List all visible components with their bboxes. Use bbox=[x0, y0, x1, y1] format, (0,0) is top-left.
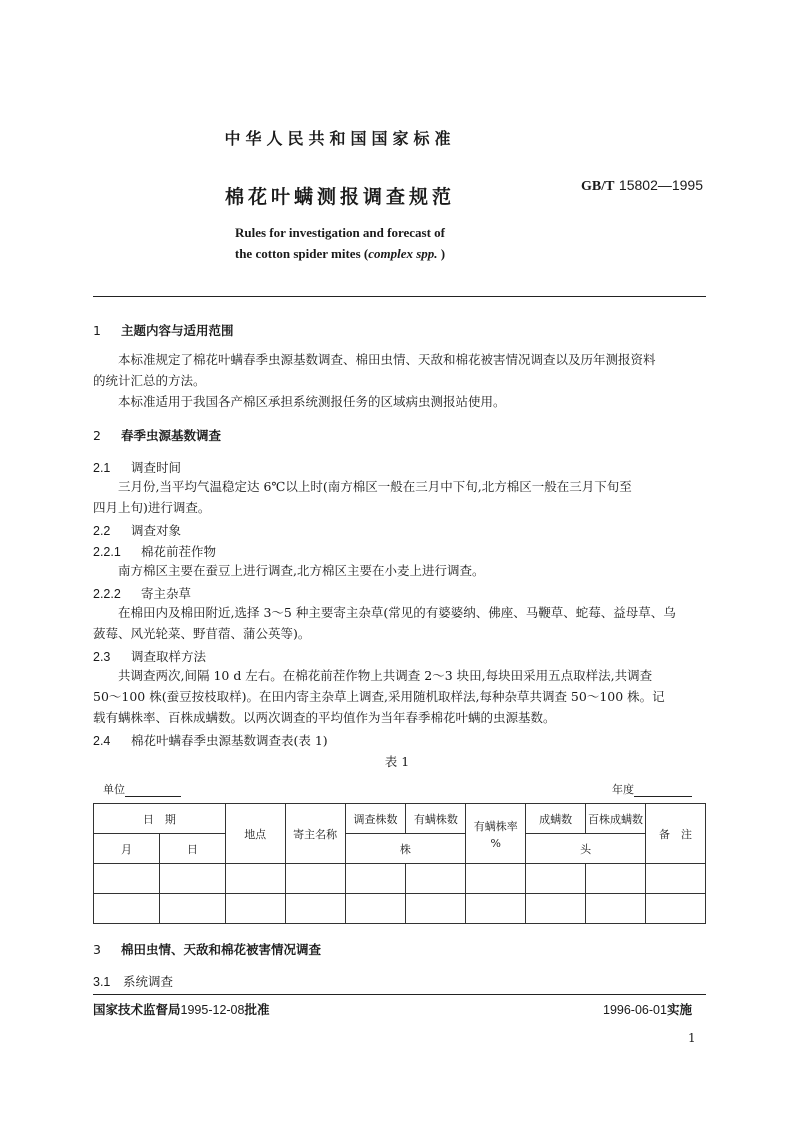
table-cell bbox=[285, 894, 345, 924]
document-title: 棉花叶螨测报调查规范 bbox=[224, 186, 455, 208]
english-title-species: complex spp. bbox=[368, 246, 438, 261]
subsection-2-2-heading bbox=[93, 521, 181, 539]
subsection-number: 2.2.1 bbox=[93, 545, 121, 559]
unit-label: 单位 bbox=[103, 783, 125, 796]
subsection-number: 2.1 bbox=[93, 461, 111, 475]
page-number: 1 bbox=[688, 1031, 696, 1045]
header-mite-plants: 有螨株数 bbox=[406, 804, 466, 834]
subsection-title: 系统调查 bbox=[123, 974, 174, 989]
english-title-line1: Rules for investigation and forecast of bbox=[234, 225, 446, 240]
subsection-number: 2.4 bbox=[93, 734, 111, 748]
english-title-line2-c: ) bbox=[440, 246, 446, 261]
english-title-line2-a: the cotton spider mites ( bbox=[234, 246, 369, 261]
header-adults: 成螨数 bbox=[526, 804, 586, 834]
standard-code bbox=[581, 177, 703, 195]
header-rate bbox=[466, 804, 526, 864]
subsection-title: 寄主杂草 bbox=[141, 586, 192, 601]
table-header-row bbox=[94, 804, 706, 834]
table-cell bbox=[645, 894, 705, 924]
subsection-title: 棉花叶螨春季虫源基数调查表(表 1) bbox=[131, 733, 328, 748]
paragraph: 在棉田内及棉田附近,选择 3～5 种主要寄主杂草(常见的有婆婆纳、佛座、马鞭草、蛇莓、益母草、乌 bbox=[118, 605, 676, 620]
code-number: 15802—1995 bbox=[618, 177, 703, 193]
table-cell bbox=[94, 894, 160, 924]
subsection-number: 3.1 bbox=[93, 975, 111, 989]
subsection-title: 棉花前茬作物 bbox=[141, 544, 217, 559]
publisher-heading: 中华人民共和国国家标准 bbox=[224, 129, 456, 148]
table-row bbox=[94, 864, 706, 894]
table-cell bbox=[159, 894, 225, 924]
unit-field bbox=[103, 781, 181, 797]
subsection-number: 2.2 bbox=[93, 524, 111, 538]
approval-suffix: 批准 bbox=[244, 1002, 270, 1017]
paragraph: 蔹莓、风光轮菜、野苜蓿、蒲公英等)。 bbox=[93, 626, 311, 641]
table-cell bbox=[225, 864, 285, 894]
table-cell bbox=[586, 894, 646, 924]
section-title: 春季虫源基数调查 bbox=[121, 428, 222, 443]
subsection-number: 2.3 bbox=[93, 650, 111, 664]
subsection-2-4-heading bbox=[93, 731, 328, 749]
code-prefix: GB/T bbox=[581, 179, 615, 194]
table-cell bbox=[406, 864, 466, 894]
table-cell bbox=[159, 864, 225, 894]
header-remark: 备 注 bbox=[645, 804, 705, 864]
unit-blank bbox=[125, 783, 181, 797]
section-number: 3 bbox=[93, 942, 101, 957]
implementation-date: 1996-06-01 bbox=[603, 1003, 667, 1017]
header-unit-plant: 株 bbox=[345, 834, 466, 864]
table-cell bbox=[406, 894, 466, 924]
paragraph: 本标准适用于我国各产棉区承担系统测报任务的区域病虫测报站使用。 bbox=[118, 394, 506, 409]
year-field bbox=[612, 781, 692, 797]
table-caption: 表 1 bbox=[384, 754, 410, 769]
paragraph: 载有螨株率、百株成螨数。以两次调查的平均值作为当年春季棉花叶螨的虫源基数。 bbox=[93, 710, 556, 725]
section-1-heading bbox=[93, 321, 234, 339]
header-place: 地点 bbox=[225, 804, 285, 864]
subsection-3-1-heading bbox=[93, 972, 173, 990]
table-row bbox=[94, 894, 706, 924]
section-title: 棉田虫情、天敌和棉花被害情况调查 bbox=[121, 942, 322, 957]
table-cell bbox=[345, 894, 406, 924]
section-2-heading bbox=[93, 426, 221, 444]
paragraph: 共调查两次,间隔 10 d 左右。在棉花前茬作物上共调查 2～3 块田,每块田采用五点取样法,共调查 bbox=[118, 668, 653, 683]
table-cell bbox=[586, 864, 646, 894]
subsection-title: 调查时间 bbox=[131, 460, 182, 475]
paragraph: 本标准规定了棉花叶螨春季虫源基数调查、棉田虫情、天敌和棉花被害情况调查以及历年测报资料 bbox=[118, 352, 656, 367]
implementation-suffix: 实施 bbox=[666, 1002, 692, 1017]
paragraph: 50～100 株(蚕豆按枝取样)。在田内寄主杂草上调查,采用随机取样法,每种杂草共调查 50～100 株。记 bbox=[93, 689, 665, 704]
subsection-title: 调查对象 bbox=[131, 523, 182, 538]
subsection-2-2-1-heading bbox=[93, 542, 216, 560]
paragraph: 的统计汇总的方法。 bbox=[93, 373, 206, 388]
table-cell bbox=[645, 864, 705, 894]
paragraph: 四月上旬)进行调查。 bbox=[93, 500, 211, 515]
section-number: 2 bbox=[93, 428, 101, 443]
header-unit-head: 头 bbox=[526, 834, 646, 864]
subsection-title: 调查取样方法 bbox=[131, 649, 207, 664]
table-cell bbox=[285, 864, 345, 894]
header-surveyed: 调查株数 bbox=[345, 804, 406, 834]
header-month: 月 bbox=[94, 834, 160, 864]
paragraph: 三月份,当平均气温稳定达 6℃以上时(南方棉区一般在三月中下旬,北方棉区一般在三月下旬至 bbox=[118, 479, 632, 494]
table-cell bbox=[345, 864, 406, 894]
year-label: 年度 bbox=[612, 783, 634, 796]
header-day: 日 bbox=[159, 834, 225, 864]
approval-line bbox=[93, 1000, 269, 1018]
survey-table bbox=[93, 803, 706, 924]
header-divider bbox=[93, 296, 706, 297]
table-cell bbox=[526, 894, 586, 924]
implementation-line bbox=[603, 1000, 692, 1018]
header-per100: 百株成螨数 bbox=[586, 804, 646, 834]
subsection-2-3-heading bbox=[93, 647, 206, 665]
subsection-2-2-2-heading bbox=[93, 584, 191, 602]
subsection-number: 2.2.2 bbox=[93, 587, 121, 601]
footer-divider bbox=[93, 994, 706, 995]
year-blank bbox=[634, 783, 692, 797]
section-title: 主题内容与适用范围 bbox=[121, 323, 234, 338]
section-3-heading bbox=[93, 940, 321, 958]
english-title-line2 bbox=[0, 246, 680, 262]
header-rate-label: 有螨株率 bbox=[473, 819, 518, 833]
header-host: 寄主名称 bbox=[285, 804, 345, 864]
header-date: 日 期 bbox=[94, 804, 226, 834]
paragraph: 南方棉区主要在蚕豆上进行调查,北方棉区主要在小麦上进行调查。 bbox=[118, 563, 485, 578]
table-cell bbox=[94, 864, 160, 894]
table-cell bbox=[466, 864, 526, 894]
subsection-2-1-heading bbox=[93, 458, 181, 476]
table-cell bbox=[526, 864, 586, 894]
header-rate-unit: % bbox=[490, 836, 501, 850]
approval-date: 1995-12-08 bbox=[180, 1003, 245, 1017]
table-cell bbox=[225, 894, 285, 924]
approval-org: 国家技术监督局 bbox=[93, 1002, 181, 1017]
section-number: 1 bbox=[93, 323, 101, 338]
table-subheader-row bbox=[94, 834, 706, 864]
table-cell bbox=[466, 894, 526, 924]
